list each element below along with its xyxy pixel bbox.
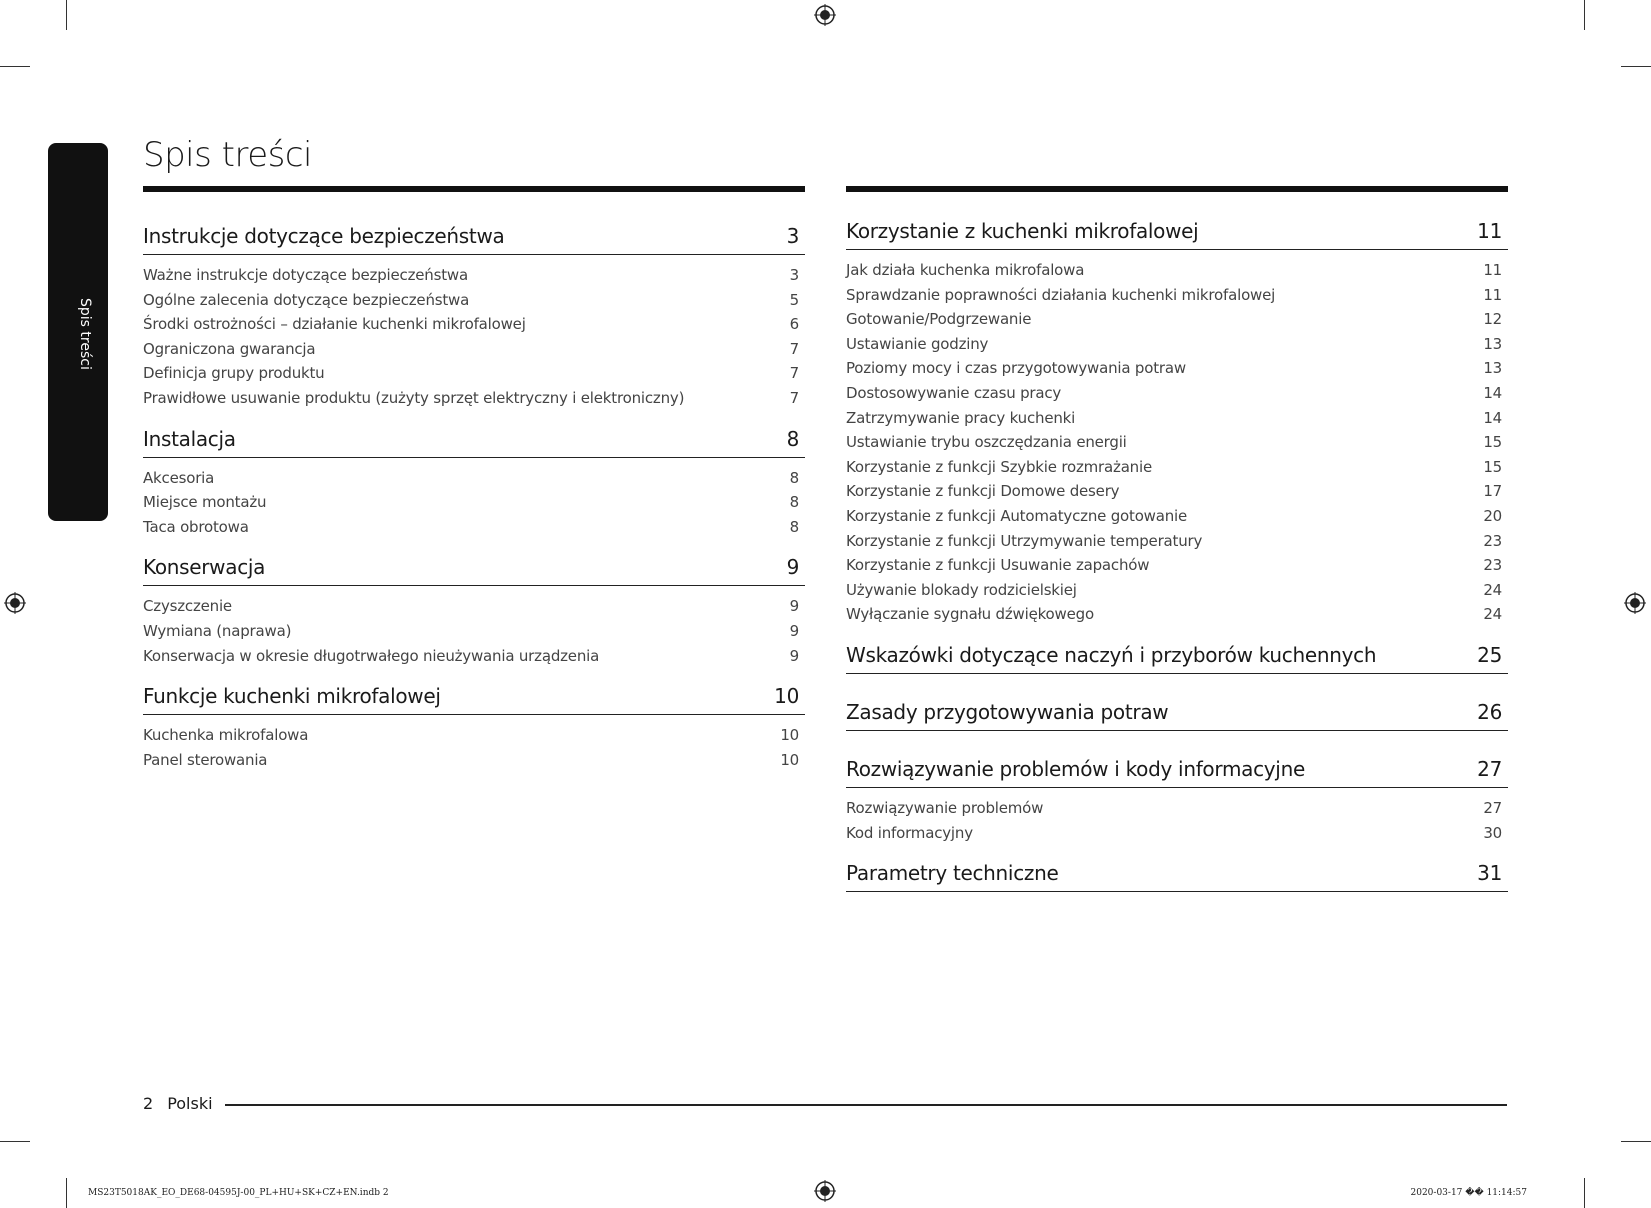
- toc-item-page: 24: [1483, 605, 1502, 624]
- toc-item[interactable]: [846, 479, 1508, 504]
- toc-item[interactable]: [846, 796, 1508, 821]
- toc-item[interactable]: [846, 307, 1508, 332]
- toc-item-label: Miejsce montażu: [143, 493, 267, 512]
- toc-item-label: Panel sterowania: [143, 750, 268, 769]
- toc-section-heading[interactable]: [143, 222, 805, 255]
- toc-item-label: Gotowanie/Podgrzewanie: [846, 310, 1032, 329]
- section-page-number: 10: [774, 684, 799, 709]
- toc-section: [143, 553, 805, 668]
- crop-mark: [0, 66, 30, 67]
- toc-item-page: 8: [789, 517, 799, 536]
- toc-item-page: 7: [789, 388, 799, 407]
- toc-item[interactable]: [143, 312, 805, 337]
- toc-item-page: 9: [789, 597, 799, 616]
- toc-item-page: 7: [789, 339, 799, 358]
- toc-item-page: 9: [789, 621, 799, 640]
- toc-item[interactable]: [846, 381, 1508, 406]
- toc-item[interactable]: [846, 258, 1508, 283]
- toc-item-page: 15: [1483, 433, 1502, 452]
- toc-item-label: Poziomy mocy i czas przygotowywania potraw: [846, 359, 1186, 378]
- toc-section: [846, 641, 1508, 674]
- section-title: Parametry techniczne: [846, 861, 1059, 886]
- toc-section-heading[interactable]: [846, 755, 1508, 788]
- section-title: Rozwiązywanie problemów i kody informacyjne: [846, 756, 1305, 781]
- toc-item-list: [143, 458, 805, 540]
- page-number: 2: [143, 1094, 154, 1113]
- toc-section: [846, 859, 1508, 892]
- toc-item-label: Ograniczona gwarancja: [143, 339, 316, 358]
- toc-item[interactable]: [846, 455, 1508, 480]
- toc-item-page: 13: [1483, 334, 1502, 353]
- toc-item-label: Korzystanie z funkcji Utrzymywanie temperatury: [846, 531, 1203, 550]
- toc-item[interactable]: [846, 602, 1508, 627]
- toc-section-heading[interactable]: [846, 859, 1508, 892]
- toc-item-page: 17: [1483, 482, 1502, 501]
- toc-item[interactable]: [143, 263, 805, 288]
- toc-item[interactable]: [846, 529, 1508, 554]
- toc-item-page: 8: [789, 493, 799, 512]
- section-page-number: 11: [1477, 219, 1502, 243]
- toc-item-label: Ważne instrukcje dotyczące bezpieczeństwa: [143, 266, 468, 284]
- toc-item-label: Ustawianie trybu oszczędzania energii: [846, 433, 1127, 452]
- toc-item-page: 8: [789, 468, 799, 487]
- toc-item-page: 24: [1483, 580, 1502, 599]
- toc-section-heading[interactable]: [846, 641, 1508, 674]
- toc-item[interactable]: [143, 361, 805, 386]
- toc-item-label: Używanie blokady rodzicielskiej: [846, 580, 1077, 599]
- toc-item-label: Korzystanie z funkcji Domowe desery: [846, 482, 1120, 501]
- toc-item[interactable]: [143, 490, 805, 515]
- toc-section-heading[interactable]: [143, 553, 805, 586]
- section-page-number: 31: [1477, 861, 1502, 886]
- section-title: Instrukcje dotyczące bezpieczeństwa: [143, 224, 505, 248]
- section-page-number: 9: [786, 555, 799, 580]
- registration-mark-icon: [1624, 592, 1646, 614]
- toc-item-page: 7: [789, 364, 799, 383]
- toc-item[interactable]: [846, 504, 1508, 529]
- toc-item-page: 13: [1483, 359, 1502, 378]
- toc-item[interactable]: [143, 748, 805, 773]
- toc-section: [846, 755, 1508, 845]
- toc-item-label: Wyłączanie sygnału dźwiękowego: [846, 605, 1094, 624]
- toc-item-page: 14: [1483, 408, 1502, 427]
- section-title: Zasady przygotowywania potraw: [846, 699, 1169, 724]
- toc-item[interactable]: [143, 644, 805, 669]
- toc-item[interactable]: [143, 288, 805, 313]
- toc-section: [143, 222, 805, 411]
- toc-section-heading[interactable]: [143, 425, 805, 458]
- toc-item[interactable]: [846, 821, 1508, 846]
- toc-item-page: 10: [780, 750, 799, 769]
- section-title: Konserwacja: [143, 555, 266, 580]
- toc-item-label: Czyszczenie: [143, 597, 232, 616]
- crop-mark: [1584, 0, 1585, 30]
- toc-section: [846, 217, 1508, 627]
- crop-mark: [1584, 1178, 1585, 1208]
- toc-item-list: [846, 788, 1508, 845]
- print-file-info: MS23T5018AK_EO_DE68-04595J-00_PL+HU+SK+CZ+EN.indb 2: [88, 1188, 389, 1198]
- toc-left-column: [143, 222, 805, 786]
- toc-item-page: 3: [789, 266, 799, 284]
- toc-section: [143, 682, 805, 772]
- toc-item-page: 20: [1483, 506, 1502, 525]
- toc-item-label: Taca obrotowa: [143, 517, 249, 536]
- toc-item[interactable]: [846, 578, 1508, 603]
- section-page-number: 27: [1477, 756, 1502, 781]
- toc-item-label: Akcesoria: [143, 468, 215, 487]
- toc-item-label: Kod informacyjny: [846, 823, 973, 842]
- crop-mark: [1621, 1141, 1651, 1142]
- toc-item[interactable]: [143, 337, 805, 362]
- crop-mark: [1621, 66, 1651, 67]
- toc-item[interactable]: [846, 356, 1508, 381]
- toc-item[interactable]: [846, 283, 1508, 308]
- toc-item[interactable]: [846, 332, 1508, 357]
- section-title: Wskazówki dotyczące naczyń i przyborów kuchennych: [846, 642, 1377, 667]
- toc-item-list: [143, 255, 805, 411]
- toc-item-page: 11: [1483, 285, 1502, 304]
- registration-mark-icon: [814, 1180, 836, 1202]
- toc-item[interactable]: [846, 406, 1508, 431]
- toc-item-list: [846, 250, 1508, 627]
- section-page-number: 3: [786, 224, 799, 248]
- footer-page: [143, 1094, 227, 1113]
- toc-item-label: Prawidłowe usuwanie produktu (zużyty sprzęt elektryczny i elektroniczny): [143, 388, 685, 407]
- toc-item-page: 23: [1483, 556, 1502, 575]
- section-page-number: 25: [1477, 642, 1502, 667]
- crop-mark: [66, 0, 67, 30]
- toc-section: [143, 425, 805, 540]
- toc-item-label: Definicja grupy produktu: [143, 364, 325, 383]
- section-title: Funkcje kuchenki mikrofalowej: [143, 684, 441, 709]
- toc-item-page: 11: [1483, 261, 1502, 279]
- toc-item-label: Zatrzymywanie pracy kuchenki: [846, 408, 1076, 427]
- toc-item-page: 15: [1483, 457, 1502, 476]
- toc-item-label: Sprawdzanie poprawności działania kuchenki mikrofalowej: [846, 285, 1276, 304]
- toc-section-heading[interactable]: [143, 682, 805, 715]
- toc-item-label: Dostosowywanie czasu pracy: [846, 383, 1062, 402]
- toc-item-label: Ogólne zalecenia dotyczące bezpieczeństwa: [143, 290, 470, 309]
- toc-item-label: Korzystanie z funkcji Szybkie rozmrażanie: [846, 457, 1152, 476]
- side-tab-label: Spis treści: [77, 298, 93, 370]
- toc-item-page: 12: [1483, 310, 1502, 329]
- toc-item-label: Ustawianie godziny: [846, 334, 989, 353]
- toc-section-heading[interactable]: [846, 698, 1508, 731]
- section-page-number: 26: [1477, 699, 1502, 724]
- toc-item-page: 6: [789, 315, 799, 334]
- toc-item-label: Korzystanie z funkcji Automatyczne gotowanie: [846, 506, 1188, 525]
- toc-item[interactable]: [143, 386, 805, 411]
- crop-mark: [0, 1141, 30, 1142]
- footer-language: Polski: [167, 1094, 213, 1113]
- toc-item-page: 5: [789, 290, 799, 309]
- title-rule-left: [143, 186, 805, 192]
- registration-mark-icon: [4, 592, 26, 614]
- toc-item[interactable]: [143, 723, 805, 748]
- toc-item-page: 9: [789, 646, 799, 665]
- toc-item-label: Wymiana (naprawa): [143, 621, 292, 640]
- toc-item[interactable]: [143, 619, 805, 644]
- toc-item-page: 30: [1483, 823, 1502, 842]
- section-title: Instalacja: [143, 426, 236, 451]
- section-title: Korzystanie z kuchenki mikrofalowej: [846, 219, 1199, 243]
- toc-item[interactable]: [143, 594, 805, 619]
- toc-right-column: [846, 217, 1508, 916]
- toc-item[interactable]: [143, 515, 805, 540]
- toc-item-label: Korzystanie z funkcji Usuwanie zapachów: [846, 556, 1150, 575]
- toc-item-label: Środki ostrożności – działanie kuchenki mikrofalowej: [143, 315, 526, 334]
- footer-rule: [225, 1104, 1507, 1106]
- toc-item-page: 23: [1483, 531, 1502, 550]
- toc-item[interactable]: [143, 466, 805, 491]
- toc-item-page: 10: [780, 726, 799, 745]
- toc-item-label: Rozwiązywanie problemów: [846, 798, 1044, 817]
- toc-item[interactable]: [846, 553, 1508, 578]
- toc-section: [846, 698, 1508, 731]
- print-timestamp: 2020-03-17 �� 11:14:57: [1410, 1188, 1527, 1198]
- toc-item-label: Konserwacja w okresie długotrwałego nieużywania urządzenia: [143, 646, 600, 665]
- page-title: Spis treści: [143, 135, 312, 175]
- toc-section-heading[interactable]: [846, 217, 1508, 250]
- toc-item-label: Kuchenka mikrofalowa: [143, 726, 309, 745]
- title-rule-right: [846, 186, 1508, 192]
- registration-mark-icon: [814, 4, 836, 26]
- toc-item-list: [143, 715, 805, 772]
- section-page-number: 8: [786, 426, 799, 451]
- toc-item[interactable]: [846, 430, 1508, 455]
- toc-item-page: 14: [1483, 383, 1502, 402]
- toc-item-list: [143, 586, 805, 668]
- crop-mark: [66, 1178, 67, 1208]
- toc-item-label: Jak działa kuchenka mikrofalowa: [846, 261, 1085, 279]
- toc-item-page: 27: [1483, 798, 1502, 817]
